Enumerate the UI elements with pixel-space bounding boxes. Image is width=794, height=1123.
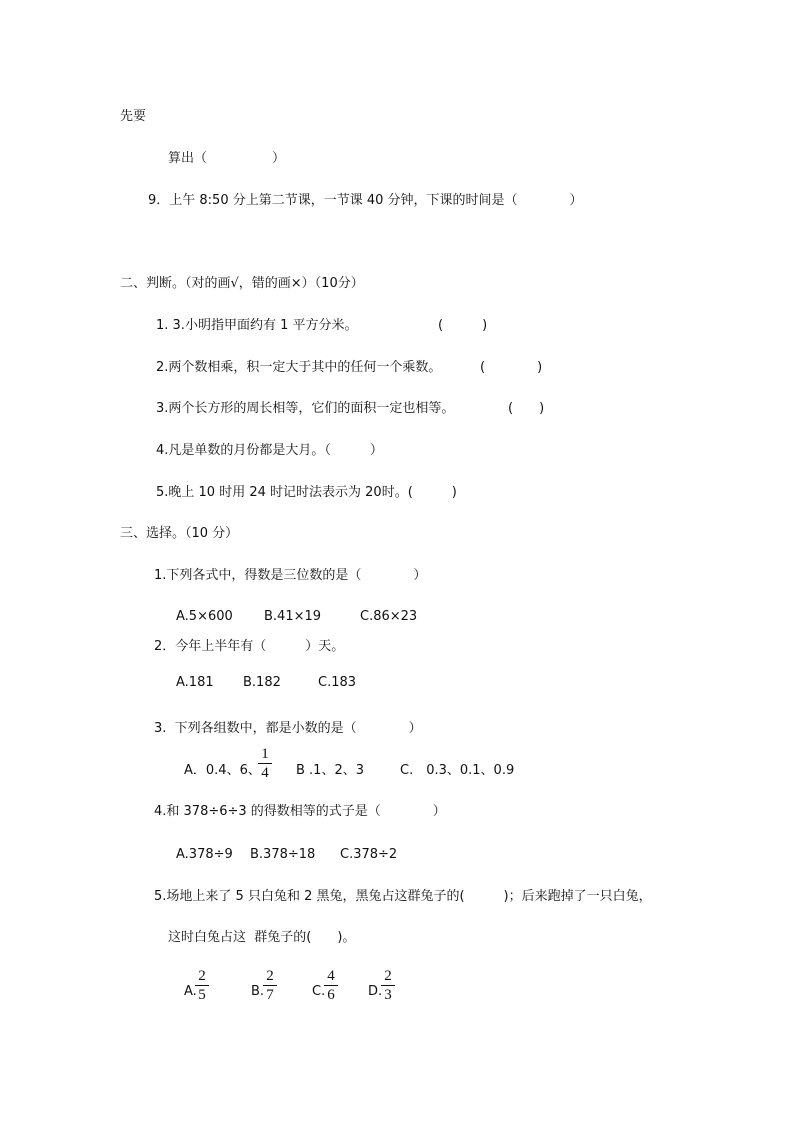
choice-q5-option-c-label: C. bbox=[312, 984, 326, 999]
judge-item-4: 4.凡是单数的月份都是大月。（ ） bbox=[156, 443, 383, 458]
judge-item-5: 5.晚上 10 时用 24 时记时法表示为 20时。( ) bbox=[156, 485, 457, 500]
choice-q3-option-b: B .1、2、3 bbox=[296, 763, 364, 778]
section-2-heading: 二、判断。（对的画√，错的画×）（10分） bbox=[120, 276, 364, 291]
judge-bracket-3: ( ) bbox=[508, 401, 545, 416]
section-3-heading: 三、选择。（10 分） bbox=[120, 526, 239, 541]
fraction-bar bbox=[381, 985, 395, 986]
choice-q1-option-c: C.86×23 bbox=[360, 609, 418, 624]
choice-q3-fraction bbox=[258, 746, 272, 781]
fraction-numerator: 2 bbox=[198, 968, 206, 984]
fraction-numerator: 1 bbox=[261, 746, 269, 762]
choice-q1-option-b: B.41×19 bbox=[264, 609, 322, 624]
choice-q5-option-a-fraction bbox=[195, 968, 209, 1003]
judge-item-3: 3.两个长方形的周长相等，它们的面积一定也相等。 bbox=[156, 401, 455, 416]
fraction-numerator: 2 bbox=[266, 968, 274, 984]
choice-q3-option-c: C. 0.3、0.1、0.9 bbox=[400, 763, 515, 778]
choice-q5-option-a-label: A. bbox=[184, 984, 197, 999]
choice-q4-option-a: A.378÷9 bbox=[176, 847, 233, 862]
question-9: 9．上午 8:50 分上第二节课，一节课 40 分钟，下课的时间是（ ） bbox=[148, 193, 583, 208]
judge-item-1: 1. 3.小明指甲面约有 1 平方分米。 bbox=[156, 318, 358, 333]
choice-q2: 2．今年上半年有（ ）天。 bbox=[154, 639, 345, 654]
choice-q3-option-a: A．0.4、6、 bbox=[184, 763, 261, 778]
fraction-bar bbox=[258, 763, 272, 764]
choice-q4-option-b: B.378÷18 bbox=[250, 847, 316, 862]
choice-q5-option-c-fraction bbox=[324, 968, 338, 1003]
choice-q5-option-b-label: B. bbox=[251, 984, 265, 999]
choice-q5-line-1: 5.场地上来了 5 只白兔和 2 黑兔，黑兔占这群兔子的( )；后来跑掉了一只白兔， bbox=[154, 889, 652, 904]
fragment-line: 先要 bbox=[120, 109, 147, 124]
fraction-bar bbox=[263, 985, 277, 986]
judge-item-2: 2.两个数相乘，积一定大于其中的任何一个乘数。 bbox=[156, 360, 442, 375]
fraction-numerator: 2 bbox=[384, 968, 392, 984]
choice-q5-option-b-fraction bbox=[263, 968, 277, 1003]
fraction-bar bbox=[324, 985, 338, 986]
judge-bracket-2: ( ) bbox=[480, 360, 543, 375]
choice-q1: 1.下列各式中，得数是三位数的是（ ） bbox=[154, 568, 427, 583]
choice-q2-option-a: A.181 bbox=[176, 675, 214, 690]
fraction-denominator: 4 bbox=[261, 765, 269, 781]
fraction-denominator: 5 bbox=[198, 987, 206, 1003]
fraction-numerator: 4 bbox=[327, 968, 335, 984]
fraction-denominator: 7 bbox=[266, 987, 274, 1003]
choice-q4-option-c: C.378÷2 bbox=[340, 847, 398, 862]
choice-q5-option-d-fraction bbox=[381, 968, 395, 1003]
choice-q4: 4.和 378÷6÷3 的得数相等的式子是（ ） bbox=[154, 804, 446, 819]
choice-q5-line-2: 这时白兔占这 群兔子的( )。 bbox=[168, 930, 356, 945]
choice-q2-option-c: C.183 bbox=[318, 675, 357, 690]
fraction-bar bbox=[195, 985, 209, 986]
fragment-answer-line: 算出（ ） bbox=[168, 151, 286, 166]
choice-q2-option-b: B.182 bbox=[243, 675, 281, 690]
choice-q1-option-a: A.5×600 bbox=[176, 609, 233, 624]
judge-bracket-1: ( ) bbox=[438, 318, 488, 333]
choice-q3: 3. 下列各组数中，都是小数的是（ ） bbox=[154, 721, 422, 736]
choice-q5-option-d-label: D. bbox=[368, 984, 383, 999]
fraction-denominator: 3 bbox=[384, 987, 392, 1003]
fraction-denominator: 6 bbox=[327, 987, 335, 1003]
